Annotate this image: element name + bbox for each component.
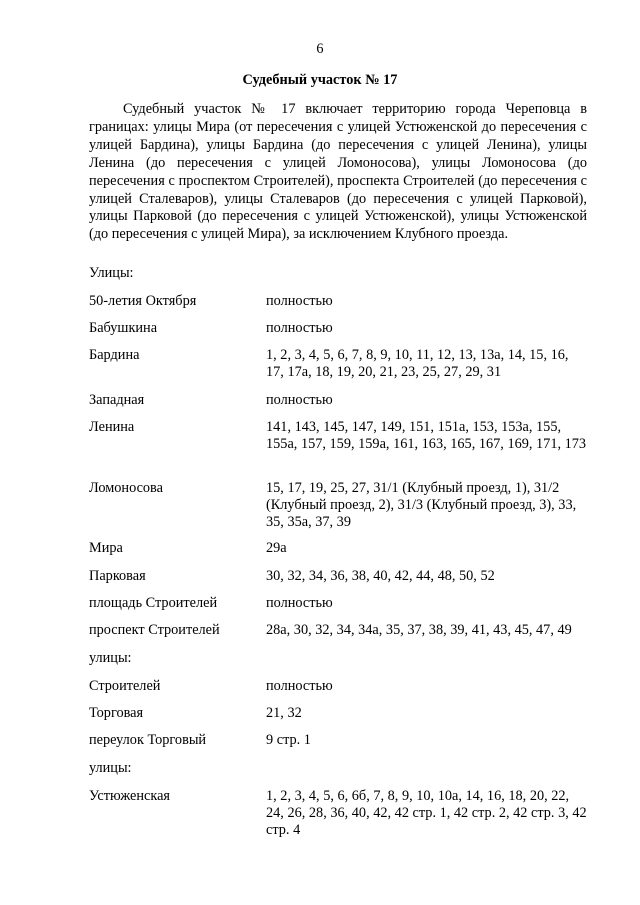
intro-paragraph: Судебный участок № 17 включает территорию города Череповца в границах: улицы Мира (от пересечения с улицей Устюженской до пересечения с улицей Бардина), улицы Бардина (до пересечения с улицей Ленина), улицы Ленина (до пересечения с улицей Ломоносова), улицы Ломоносова (до пересечения с проспектом Строителей), проспекта Строителей (до пересечения с улицей Сталеваров), улицы Сталеваров (до пересечения с улицей Парковой), улицы Парковой (до пересечения с улицей Устюженской), улицы Устюженской (до пересечения с улицей Мира), за исключением Клубного проезда.	[89, 101, 587, 243]
street-houses: 30, 32, 34, 36, 38, 40, 42, 44, 48, 50, 52	[266, 568, 495, 584]
street-houses: 21, 32	[266, 705, 302, 721]
streets-heading: улицы:	[89, 760, 132, 776]
street-name: Ломоносова	[89, 480, 163, 496]
street-name: 50-летия Октября	[89, 293, 197, 309]
street-houses: 29а	[266, 540, 287, 556]
street-name: переулок Торговый	[89, 732, 207, 748]
street-name: Бардина	[89, 347, 140, 363]
street-houses: 1, 2, 3, 4, 5, 6, 6б, 7, 8, 9, 10, 10а, 14, 16, 18, 20, 22, 24, 26, 28, 36, 40, 42, 42 стр. 1, 42 стр. 2, 42 стр. 3, 42 стр. 4	[266, 788, 587, 838]
street-name: Западная	[89, 392, 145, 408]
streets-heading: улицы:	[89, 650, 132, 666]
page-number: 6	[316, 41, 324, 57]
street-houses: 9 стр. 1	[266, 732, 311, 748]
street-houses: полностью	[266, 293, 333, 309]
street-name: площадь Строителей	[89, 595, 218, 611]
street-houses: 141, 143, 145, 147, 149, 151, 151а, 153, 153а, 155, 155а, 157, 159, 159а, 161, 163, 165, 167, 169, 171, 173	[266, 419, 587, 452]
street-name: Строителей	[89, 678, 161, 694]
street-houses: 15, 17, 19, 25, 27, 31/1 (Клубный проезд, 1), 31/2 (Клубный проезд, 2), 31/3 (Клубный проезд, 3), 33, 35, 35а, 37, 39	[266, 480, 577, 530]
street-houses: 28а, 30, 32, 34, 34а, 35, 37, 38, 39, 41, 43, 45, 47, 49	[266, 622, 572, 638]
street-name: Мира	[89, 540, 123, 556]
street-name: Парковая	[89, 568, 146, 584]
street-name: проспект Строителей	[89, 622, 220, 638]
street-houses: полностью	[266, 678, 333, 694]
street-name: Устюженская	[89, 788, 171, 804]
street-name: Ленина	[89, 419, 135, 435]
street-houses: полностью	[266, 595, 333, 611]
document-title: Судебный участок № 17	[242, 72, 398, 88]
streets-heading: Улицы:	[89, 265, 134, 281]
street-name: Бабушкина	[89, 320, 158, 336]
street-houses: полностью	[266, 392, 333, 408]
street-name: Торговая	[89, 705, 144, 721]
street-houses: полностью	[266, 320, 333, 336]
street-houses: 1, 2, 3, 4, 5, 6, 7, 8, 9, 10, 11, 12, 13, 13а, 14, 15, 16, 17, 17а, 18, 19, 20, 21, 23, 25, 27, 29, 31	[266, 347, 569, 380]
